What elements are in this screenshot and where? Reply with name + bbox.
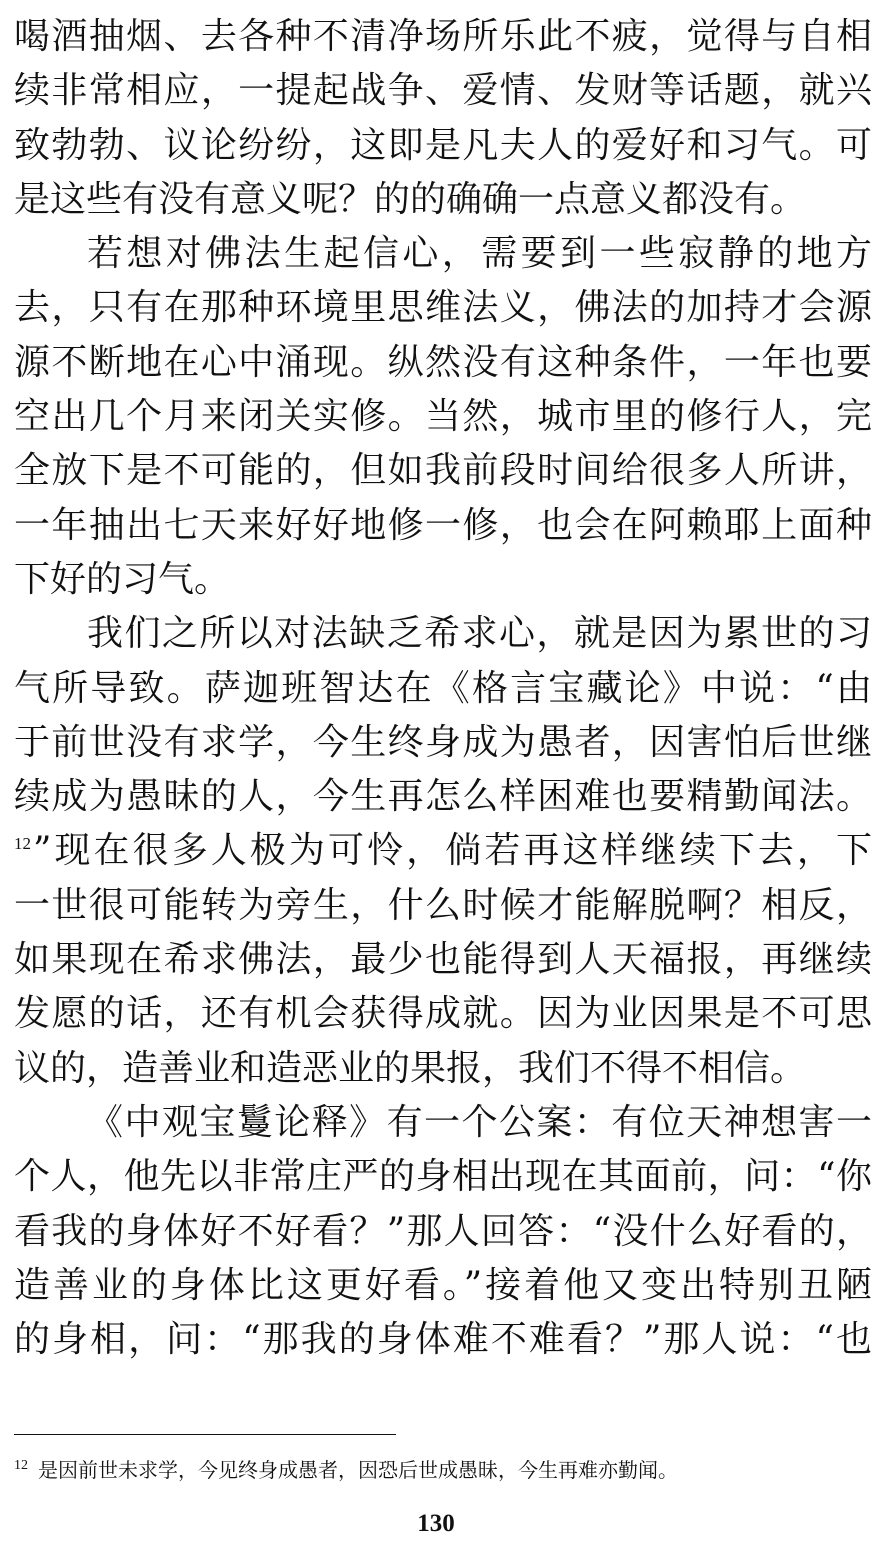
- text-line-with-footnote-ref: [14, 824, 872, 878]
- text-line: 的身相，问：“那我的身体难不难看？”那人说：“也: [14, 1319, 872, 1361]
- paragraph-start-line: 《中观宝鬘论释》有一个公案：有位天神想害一: [87, 1101, 872, 1143]
- text-line: 于前世没有求学，今生终身成为愚者，因害怕后世继: [14, 721, 872, 763]
- paragraph-start-line: 我们之所以对法缺乏希求心，就是因为累世的习: [87, 613, 872, 655]
- text-line: 议的，造善业和造恶业的果报，我们不得不相信。: [14, 1047, 807, 1089]
- text-line: 个人，他先以非常庄严的身相出现在其面前，问：“你: [14, 1156, 872, 1198]
- text-line: 源不断地在心中涌现。纵然没有这种条件，一年也要: [14, 341, 872, 383]
- text-line: 续成为愚昧的人，今生再怎么样困难也要精勤闻法。: [14, 776, 872, 818]
- text-line-content: ”现在很多人极为可怜，倘若再这样继续下去，下: [33, 830, 872, 872]
- text-line: 是这些有没有意义呢？的的确确一点意义都没有。: [14, 178, 807, 220]
- footnote-number: 12: [14, 1458, 28, 1473]
- page-number: 130: [417, 1510, 455, 1537]
- footnote-reference: 12: [14, 834, 31, 854]
- paragraph-start-line: 若想对佛法生起信心，需要到一些寂静的地方: [87, 233, 872, 275]
- text-line: 发愿的话，还有机会获得成就。因为业因果是不可思: [14, 993, 872, 1035]
- text-line: 下好的习气。: [14, 558, 231, 600]
- footnote: [14, 1455, 872, 1489]
- footnote-divider: [14, 1434, 396, 1435]
- text-line: 一世很可能转为旁生，什么时候才能解脱啊？相反，: [14, 884, 872, 926]
- text-line: 全放下是不可能的，但如我前段时间给很多人所讲，: [14, 450, 872, 492]
- footnote-text: 是因前世未求学，今见终身成愚者，因恐后世成愚昧，今生再难亦勤闻。: [38, 1458, 678, 1482]
- text-line: 致勃勃、议论纷纷，这即是凡夫人的爱好和习气。可: [14, 124, 872, 166]
- text-line: 看我的身体好不好看？”那人回答：“没什么好看的，: [14, 1210, 872, 1252]
- text-line: 一年抽出七天来好好地修一修，也会在阿赖耶上面种: [14, 504, 872, 546]
- text-line: 如果现在希求佛法，最少也能得到人天福报，再继续: [14, 939, 872, 981]
- text-line: 去，只有在那种环境里思维法义，佛法的加持才会源: [14, 287, 872, 329]
- text-line: 气所导致。萨迦班智达在《格言宝藏论》中说：“由: [14, 667, 872, 709]
- body-text: [14, 10, 872, 1367]
- text-line: 喝酒抽烟、去各种不清净场所乐此不疲，觉得与自相: [14, 16, 872, 57]
- text-line: 空出几个月来闭关实修。当然，城市里的修行人，完: [14, 396, 872, 438]
- text-line: 造善业的身体比这更好看。”接着他又变出特别丑陋: [14, 1264, 872, 1306]
- text-line: 续非常相应，一提起战争、爱情、发财等话题，就兴: [14, 70, 872, 112]
